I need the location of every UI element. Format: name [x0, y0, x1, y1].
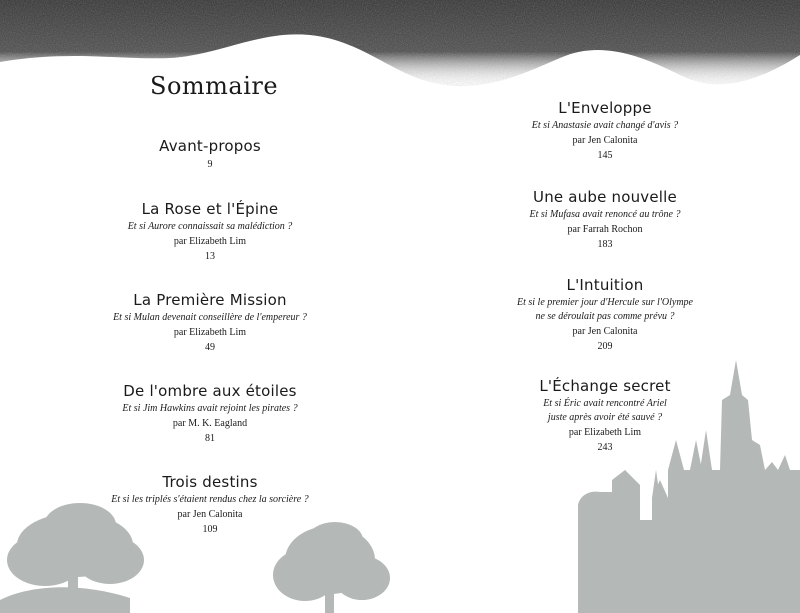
entry-subtitle-line-2: juste après avoir été sauvé ?: [547, 412, 663, 423]
entry-title: Avant-propos: [159, 137, 261, 155]
entry-title: L'Intuition: [566, 276, 644, 294]
entry-subtitle-line-1: Et si Éric avait rencontré Ariel: [543, 398, 667, 409]
entry-title: La Première Mission: [133, 291, 287, 309]
entry-author: par Elizabeth Lim: [568, 427, 642, 438]
toc-entry-la-premiere-mission[interactable]: [60, 291, 360, 355]
entry-author: par Elizabeth Lim: [173, 236, 247, 247]
entry-author: par Elizabeth Lim: [173, 327, 247, 338]
entry-title: L'Échange secret: [539, 377, 671, 395]
toc-entry-trois-destins[interactable]: [60, 473, 360, 537]
entry-subtitle: Et si Mufasa avait renoncé au trône ?: [529, 209, 681, 220]
entry-author: par M. K. Eagland: [172, 418, 248, 429]
entry-subtitle: Et si Jim Hawkins avait rejoint les pirates ?: [122, 403, 298, 414]
entry-subtitle: Et si les triplés s'étaient rendus chez la sorcière ?: [111, 494, 309, 505]
entry-title: Une aube nouvelle: [533, 188, 677, 206]
smoke-cloud: [0, 0, 800, 86]
entry-subtitle: Et si Anastasie avait changé d'avis ?: [531, 120, 679, 131]
entry-page: 209: [597, 341, 613, 352]
entry-author: par Jen Calonita: [572, 326, 638, 337]
entry-page: 81: [205, 433, 215, 444]
toc-entry-de-l-ombre-aux-etoiles[interactable]: [60, 382, 360, 446]
entry-page: 49: [205, 342, 215, 353]
entry-page: 243: [597, 442, 613, 453]
entry-page: 9: [207, 159, 213, 170]
entry-subtitle-line-2: ne se déroulait pas comme prévu ?: [535, 311, 675, 322]
toc-entry-avant-propos[interactable]: [60, 137, 360, 172]
toc-entry-l-echange-secret[interactable]: [455, 377, 755, 455]
toc-entry-l-enveloppe[interactable]: [455, 99, 755, 163]
entry-page: 183: [597, 239, 613, 250]
entry-page: 109: [202, 524, 218, 535]
entry-title: L'Enveloppe: [558, 99, 652, 117]
toc-entry-l-intuition[interactable]: [455, 276, 755, 354]
entry-subtitle-line-1: Et si le premier jour d'Hercule sur l'Olympe: [516, 297, 693, 308]
toc-entry-la-rose-et-l-epine[interactable]: [60, 200, 360, 264]
entry-title: De l'ombre aux étoiles: [123, 382, 297, 400]
entry-author: par Jen Calonita: [572, 135, 638, 146]
entry-author: par Jen Calonita: [177, 509, 243, 520]
entry-author: par Farrah Rochon: [567, 224, 643, 235]
toc-entry-une-aube-nouvelle[interactable]: [455, 188, 755, 252]
page-title: Sommaire: [150, 72, 279, 100]
entry-title: Trois destins: [162, 473, 258, 491]
entry-subtitle: Et si Aurore connaissait sa malédiction ?: [127, 221, 293, 232]
entry-page: 13: [205, 251, 215, 262]
entry-subtitle: Et si Mulan devenait conseillère de l'empereur ?: [113, 312, 307, 323]
entry-page: 145: [597, 150, 613, 161]
entry-title: La Rose et l'Épine: [141, 200, 279, 218]
